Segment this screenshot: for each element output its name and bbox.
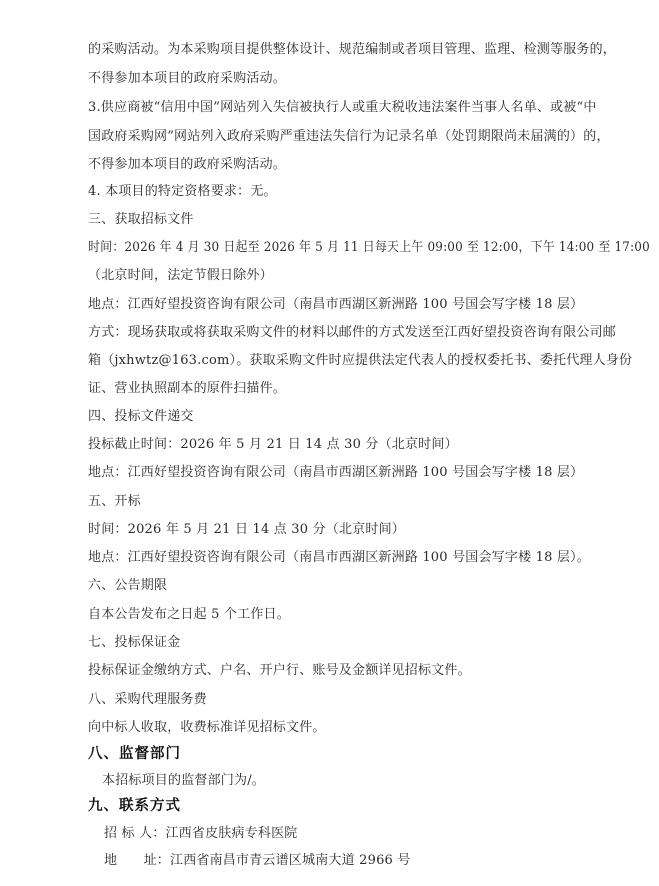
text-line: 时间：2026 年 5 月 21 日 14 点 30 分（北京时间）: [88, 522, 405, 537]
text-line: 地点：江西好望投资咨询有限公司（南昌市西湖区新洲路 100 号国会写字楼 18 层）。: [88, 550, 590, 565]
text-line: 3.供应商被“信用中国”网站列入失信被执行人或重大税收违法案件当事人名单、或被“中: [88, 100, 597, 115]
text-line: 方式：现场获取或将获取采购文件的材料以邮件的方式发送至江西好望投资咨询有限公司邮: [88, 325, 617, 340]
section-heading-bold: 九、联系方式: [88, 797, 181, 814]
text-line: 投标截止时间：2026 年 5 月 21 日 14 点 30 分（北京时间）: [88, 437, 458, 452]
section-heading: 七、投标保证金: [88, 635, 181, 650]
text-line: 向中标人收取，收费标准详见招标文件。: [88, 720, 326, 735]
section-heading: 六、公告期限: [88, 578, 168, 593]
section-heading: 五、开标: [88, 494, 141, 509]
text-line: 本招标项目的监督部门为/。: [102, 773, 265, 788]
section-heading-bold: 八、监督部门: [88, 745, 181, 762]
text-line: 箱（jxhwtz@163.com）。获取采购文件时应提供法定代表人的授权委托书、委托代理人身份: [88, 353, 633, 368]
contact-line: 地 址：江西省南昌市青云谱区城南大道 2966 号: [104, 853, 411, 868]
text-line: 不得参加本项目的政府采购活动。: [88, 71, 287, 86]
contact-line: 招 标 人：江西省皮肤病专科医院: [104, 826, 298, 841]
text-line: 地点：江西好望投资咨询有限公司（南昌市西湖区新洲路 100 号国会写字楼 18 层）: [88, 297, 584, 312]
text-line: （北京时间，法定节假日除外）: [88, 268, 273, 283]
text-line: 自本公告发布之日起 5 个工作日。: [88, 607, 290, 622]
section-heading: 四、投标文件递交: [88, 409, 194, 424]
section-heading: 三、获取招标文件: [88, 212, 194, 227]
text-line: 不得参加本项目的政府采购活动。: [88, 157, 287, 172]
text-line: 国政府采购网”网站列入政府采购严重违法失信行为记录名单（处罚期限尚未届满的）的，: [88, 129, 610, 144]
text-line: 4. 本项目的特定资格要求：无。: [88, 184, 277, 199]
text-line: 的采购活动。为本采购项目提供整体设计、规范编制或者项目管理、监理、检测等服务的，: [88, 42, 617, 57]
text-line: 时间：2026 年 4 月 30 日起至 2026 年 5 月 11 日每天上午 09:00 至 12:00，下午 14:00 至 17:00: [88, 240, 650, 255]
section-heading: 八、采购代理服务费: [88, 692, 207, 707]
text-line: 证、营业执照副本的原件扫描件。: [88, 381, 287, 396]
text-line: 地点：江西好望投资咨询有限公司（南昌市西湖区新洲路 100 号国会写字楼 18 层）: [88, 465, 584, 480]
text-line: 投标保证金缴纳方式、户名、开户行、账号及金额详见招标文件。: [88, 663, 471, 678]
